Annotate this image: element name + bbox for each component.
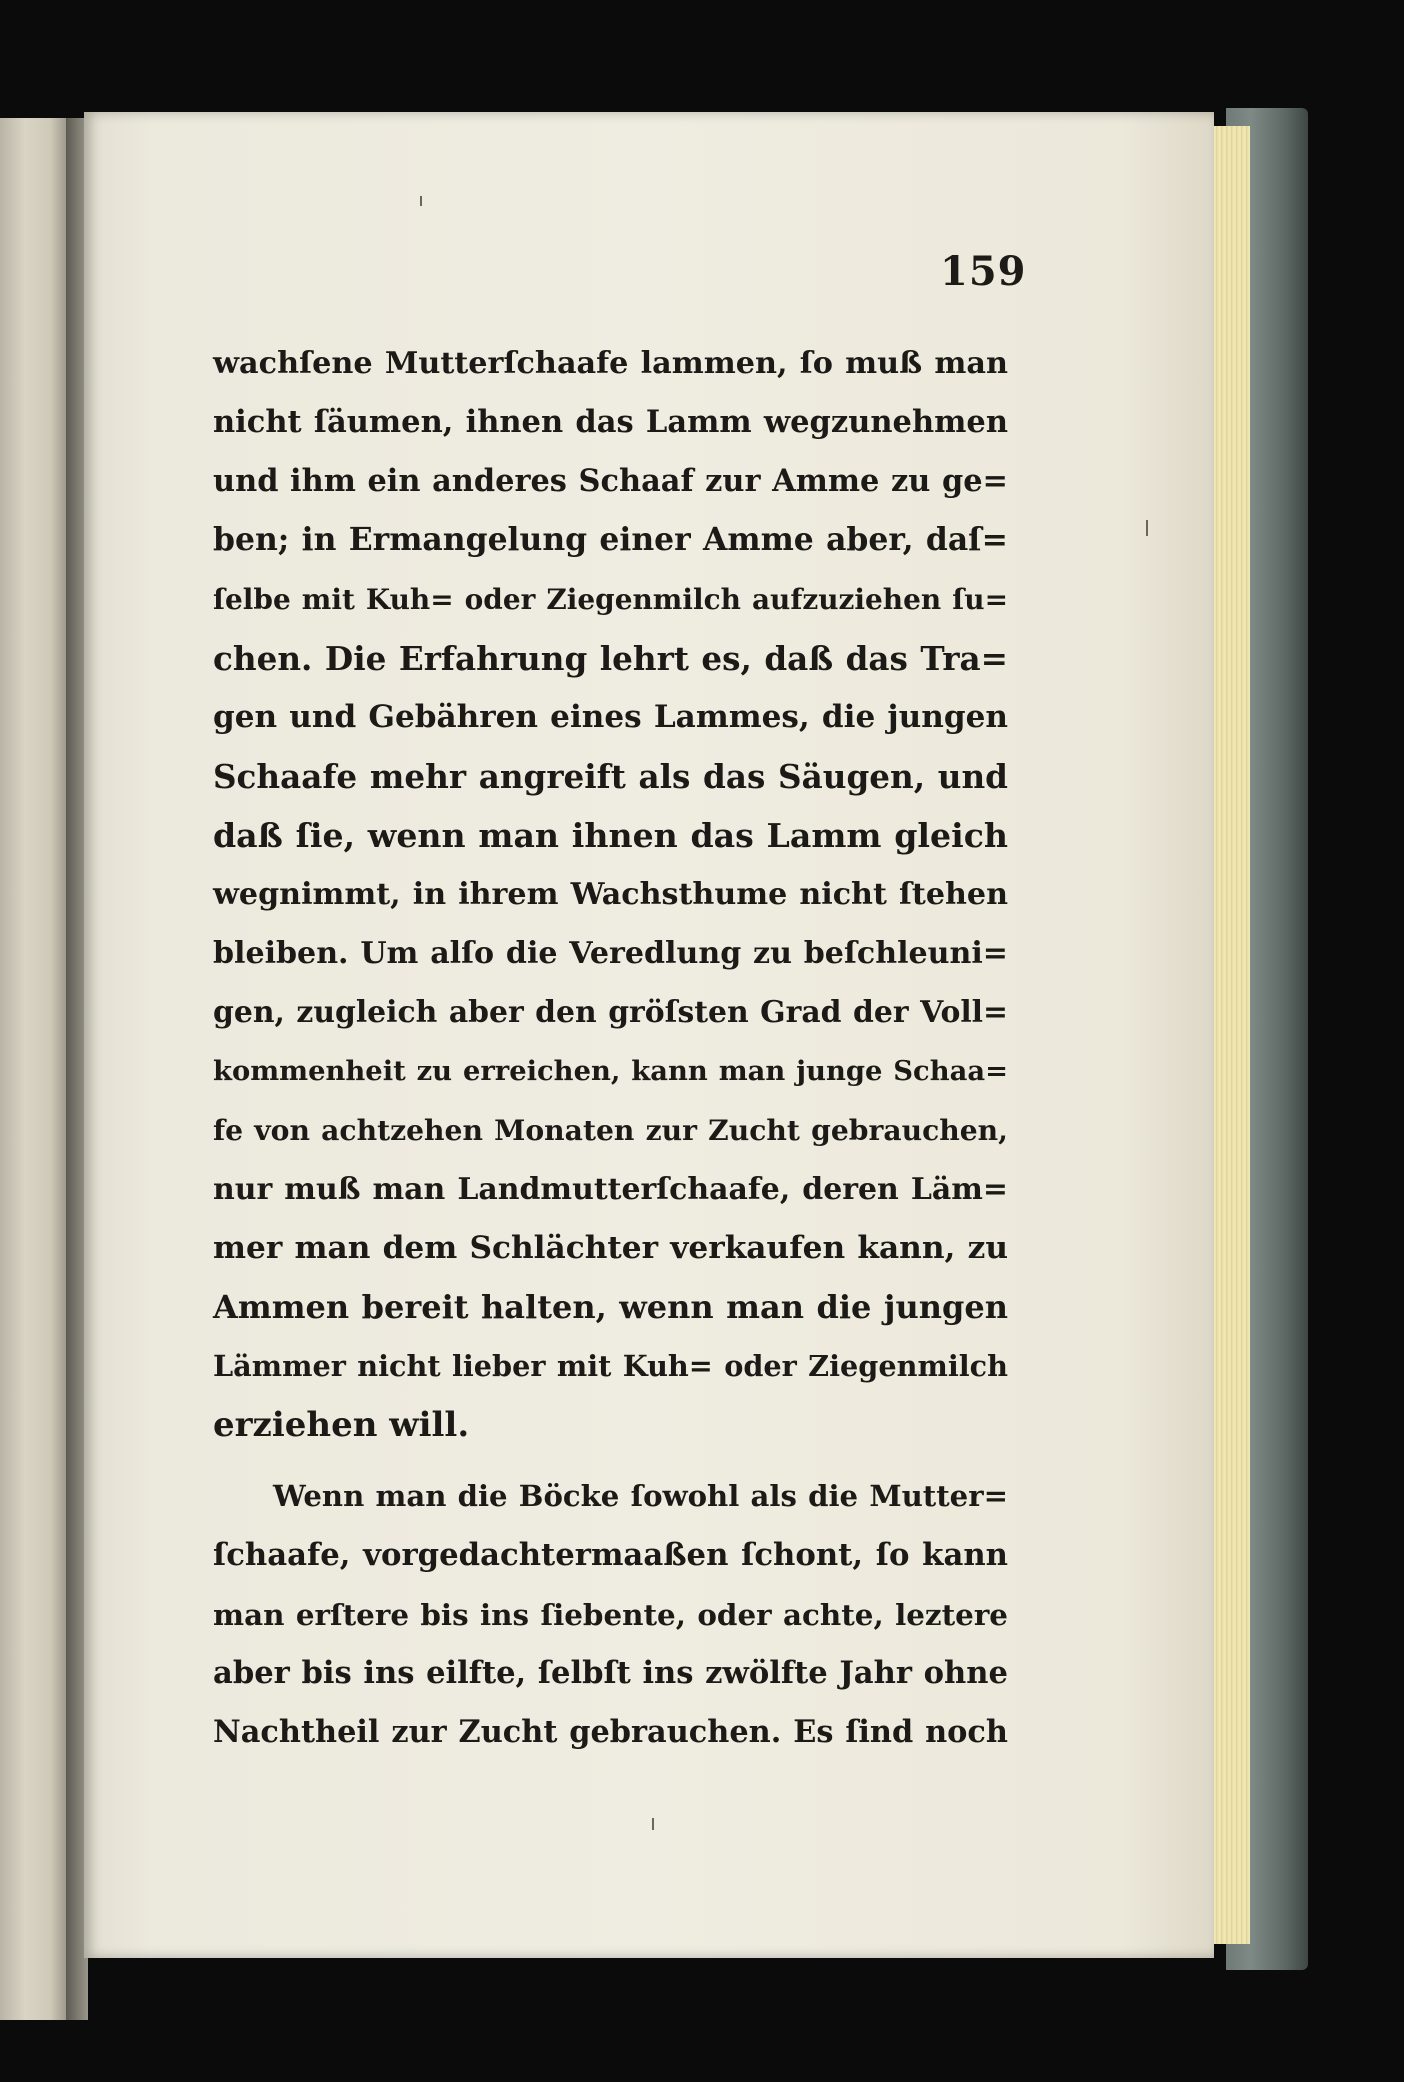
- text-line: man erſtere bis ins ſiebente, oder achte, leztere: [213, 1597, 1008, 1632]
- text-line: bleiben. Um alſo die Veredlung zu beſchleuni=: [213, 936, 1008, 971]
- text-line: kommenheit zu erreichen, kann man junge Schaa=: [213, 1055, 1008, 1087]
- paper-speck: [652, 1818, 654, 1830]
- text-line: wegnimmt, in ihrem Wachsthume nicht ſtehen: [213, 877, 1008, 912]
- text-line: ben; in Ermangelung einer Amme aber, daſ=: [213, 522, 1008, 558]
- paragraph-1: [213, 334, 1008, 1455]
- text-line: nur muß man Landmutterſchaafe, deren Läm=: [213, 1172, 1008, 1207]
- text-line: wachſene Mutterſchaafe lammen, ſo muß man: [213, 346, 1008, 381]
- text-line: nicht ſäumen, ihnen das Lamm wegzunehmen: [213, 404, 1008, 440]
- text-line: Lämmer nicht lieber mit Kuh= oder Ziegenmilch: [213, 1349, 1008, 1383]
- previous-page-edge: [0, 118, 72, 2020]
- text-line: erziehen will.: [213, 1405, 470, 1445]
- page-stack-edge: [1210, 126, 1250, 1944]
- paper-speck: [420, 196, 422, 206]
- text-line: gen und Gebähren eines Lammes, die jungen: [213, 699, 1008, 735]
- paper-speck: [1146, 520, 1148, 536]
- text-line: ſchaafe, vorgedachtermaaßen ſchont, ſo kann: [213, 1537, 1008, 1573]
- text-line: Schaafe mehr angreift als das Säugen, und: [213, 757, 1008, 796]
- paragraph-2: [213, 1467, 1008, 1762]
- body-text: [213, 334, 1008, 1762]
- text-line: fe von achtzehen Monaten zur Zucht gebrauchen,: [213, 1114, 1008, 1147]
- page-number: 159: [940, 248, 1027, 295]
- text-line: aber bis ins eilfte, ſelbſt ins zwölfte Jahr ohne: [213, 1655, 1008, 1691]
- text-line: chen. Die Erfahrung lehrt es, daß das Tra=: [213, 639, 1008, 678]
- text-line: ſelbe mit Kuh= oder Ziegenmilch aufzuziehen ſu=: [213, 583, 1008, 616]
- paragraph-gap: [213, 1455, 1008, 1467]
- text-line: Nachtheil zur Zucht gebrauchen. Es ſind noch: [213, 1714, 1008, 1750]
- text-line: und ihm ein anderes Schaaf zur Amme zu ge=: [213, 463, 1008, 499]
- text-line: mer man dem Schlächter verkaufen kann, zu: [213, 1230, 1008, 1266]
- text-line: Ammen bereit halten, wenn man die jungen: [213, 1288, 1008, 1326]
- text-line: daß ſie, wenn man ihnen das Lamm gleich: [213, 816, 1008, 855]
- text-line: Wenn man die Böcke ſowohl als die Mutter=: [273, 1479, 1008, 1513]
- text-line: gen, zugleich aber den gröſsten Grad der Voll=: [213, 995, 1008, 1030]
